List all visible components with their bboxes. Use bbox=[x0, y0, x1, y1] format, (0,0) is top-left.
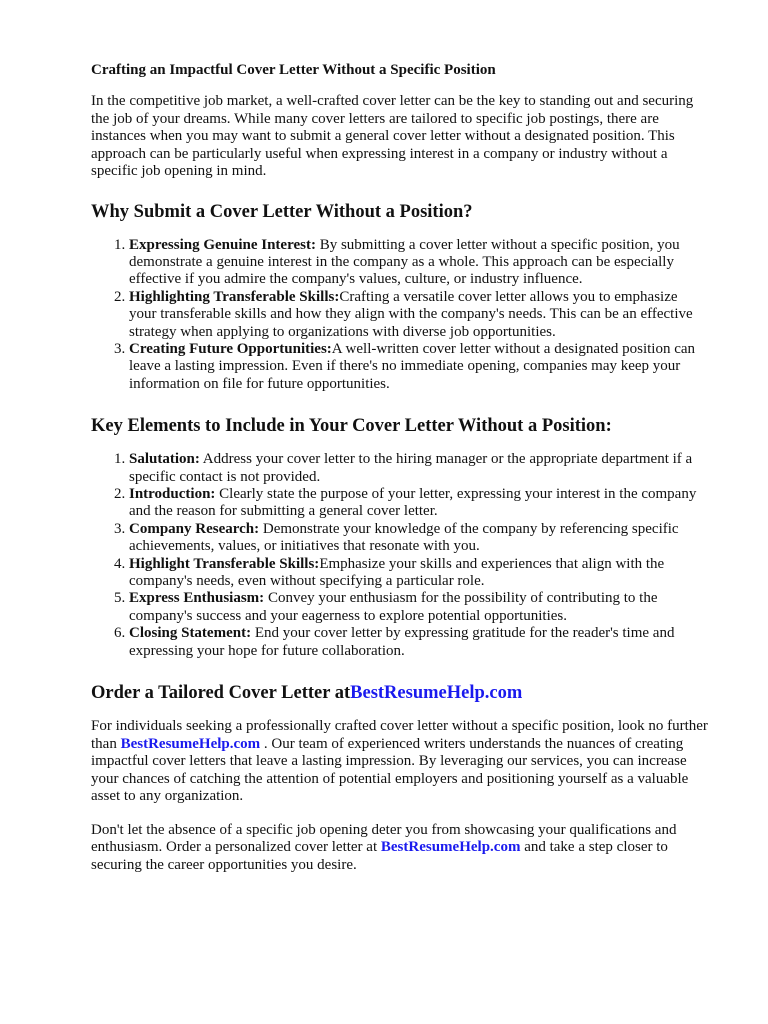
list-item-text: Emphasize your skills and experiences that align with the company's needs, even without specifying a particular role. bbox=[129, 555, 665, 589]
heading-site-link[interactable]: BestResumeHelp.com bbox=[350, 683, 523, 704]
list-item bbox=[129, 521, 708, 556]
paragraph-text: and take a step closer to securing the career opportunities you desire. bbox=[91, 839, 668, 873]
site-link[interactable]: BestResumeHelp.com bbox=[120, 735, 261, 752]
list-item-text: Demonstrate your knowledge of the company by referencing specific achievements, values, or initiatives that resonate with you. bbox=[129, 520, 679, 555]
list-item bbox=[129, 556, 708, 591]
list-item bbox=[129, 341, 708, 393]
list-item-text: A well-written cover letter without a designated position can leave a lasting impression. Even if there's no immediate opening, companies may keep your information on file for future opportunities. bbox=[129, 340, 696, 392]
list-item bbox=[129, 237, 708, 289]
list-item bbox=[129, 625, 708, 660]
list-item-term: Creating Future Opportunities: bbox=[129, 340, 332, 357]
section-heading-key-elements: Key Elements to Include in Your Cover Letter Without a Position: bbox=[91, 416, 612, 437]
list-item bbox=[129, 486, 708, 521]
list-item-term: Highlight Transferable Skills: bbox=[129, 555, 320, 572]
key-elements-list bbox=[91, 451, 708, 660]
section-heading-why: Why Submit a Cover Letter Without a Position? bbox=[91, 201, 473, 222]
paragraph-text: Don't let the absence of a specific job opening deter you from showcasing your qualifications and enthusiasm. Order a personalized cover letter at bbox=[91, 821, 677, 856]
list-item-text: Crafting a versatile cover letter allows you to emphasize your transferable skills and how they align with the company's needs. This can be an effective strategy when applying to organizations with diverse job opportunities. bbox=[129, 288, 693, 340]
list-item-text: End your cover letter by expressing gratitude for the reader's time and expressing your hope for future collaboration. bbox=[129, 625, 675, 659]
list-item-term: Highlighting Transferable Skills: bbox=[129, 288, 340, 305]
list-item bbox=[129, 590, 708, 625]
list-item bbox=[129, 451, 708, 486]
intro-paragraph: In the competitive job market, a well-crafted cover letter can be the key to standing out and securing the job of your dreams. While many cover letters are tailored to specific job postings, there are instances when you may want to submit a general cover letter without a designated position. This approach can be particularly useful when expressing interest in a company or industry without a specific job opening in mind. bbox=[91, 93, 694, 179]
list-item-term: Closing Statement: bbox=[129, 625, 252, 642]
list-item-term: Express Enthusiasm: bbox=[129, 590, 265, 607]
reasons-list bbox=[91, 237, 708, 394]
site-link[interactable]: BestResumeHelp.com bbox=[380, 839, 521, 856]
list-item-text: Convey your enthusiasm for the possibility of contributing to the company's success and your eagerness to explore potential opportunities. bbox=[129, 590, 658, 624]
closing-paragraph bbox=[91, 822, 708, 875]
list-item-term: Salutation: bbox=[129, 451, 200, 468]
list-item-term: Company Research: bbox=[129, 520, 260, 537]
list-item bbox=[129, 289, 708, 341]
list-item-term: Introduction: bbox=[129, 485, 216, 502]
list-item-term: Expressing Genuine Interest: bbox=[129, 236, 316, 253]
paragraph-text: For individuals seeking a professionally crafted cover letter without a specific position, look no further than bbox=[91, 718, 708, 752]
section-heading-order bbox=[91, 682, 708, 704]
order-paragraph bbox=[91, 718, 708, 806]
list-item-text: Clearly state the purpose of your letter, expressing your interest in the company and the reason for submitting a general cover letter. bbox=[129, 485, 697, 520]
list-item-text: Address your cover letter to the hiring manager or the appropriate department if a specific contact is not provided. bbox=[129, 451, 693, 485]
heading-prefix: Order a Tailored Cover Letter at bbox=[91, 683, 351, 704]
list-item-text: By submitting a cover letter without a specific position, you demonstrate a genuine interest in the company as a whole. This approach can be especially effective if you admire the company's values, culture, or industry influence. bbox=[129, 236, 680, 288]
paragraph-text: . Our team of experienced writers understands the nuances of creating impactful cover letters that leave a lasting impression. By leveraging our services, you can increase your chances of catching the attention of potential employers and positioning yourself as a valuable asset to any organization. bbox=[91, 735, 689, 805]
document-title: Crafting an Impactful Cover Letter Without a Specific Position bbox=[91, 62, 496, 78]
